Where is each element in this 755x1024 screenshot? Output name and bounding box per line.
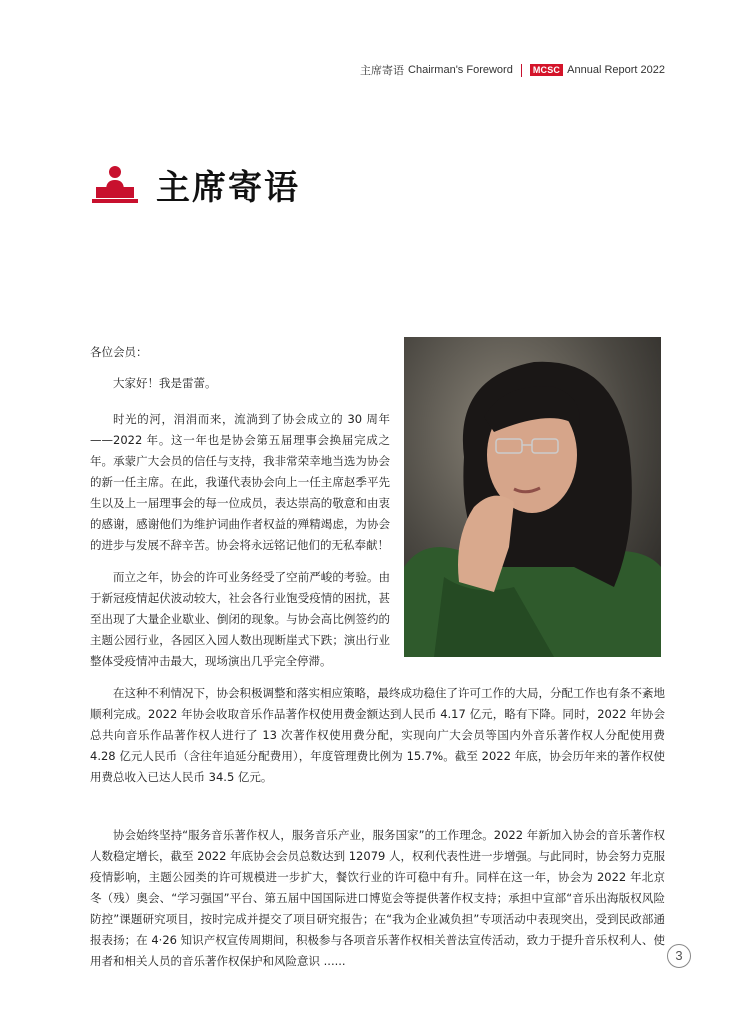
mcsc-logo: MCSC xyxy=(530,64,563,76)
header-report-label: Annual Report 2022 xyxy=(567,64,665,76)
body-paragraph: 协会始终坚持“服务音乐著作权人，服务音乐产业，服务国家”的工作理念。2022 年新加入协会的音乐著作权人数稳定增长，截至 2022 年底协会会员总数达到 12079 人，权利代表性进一步增强。与此同时，协会努力克服疫情影响，主题公园类的许可规模进一步扩大，餐饮行业的许可稳中有升。同样在这一年，协会为 2022 年北京冬（残）奥会、“学习强国”平台、第五届中国国际进口博览会等提供著作权支持；承担中宣部“音乐出海版权风险防控”课题研究项目，按时完成并提交了项目研究报告；在“我为企业减负担”专项活动中表现突出，受到民政部通报表扬；在 4·26 知识产权宣传周期间，积极参与各项音乐著作权相关普法宣传活动，致力于提升音乐权利人、使用者和相关人员的音乐著作权保护和风险意识 ...... xyxy=(90,828,665,968)
body-paragraph: 时光的河，涓涓而来，流淌到了协会成立的 30 周年——2022 年。这一年也是协会第五届理事会换届完成之年。承蒙广大会员的信任与支持，我非常荣幸地当选为协会的新一任主席。在此，我谨代表协会向上一任主席赵季平先生以及上一届理事会的每一位成员，表达崇高的敬意和由衷的感谢，感谢他们为维护词曲作者权益的殚精竭虑，为协会的进步与发展不辞辛苦。协会将永远铭记他们的无私奉献！ xyxy=(90,412,390,552)
header-english-title: Chairman's Foreword xyxy=(408,64,513,76)
page-title: 主席寄语 xyxy=(156,168,300,208)
chairman-podium-icon xyxy=(90,165,140,205)
chairman-portrait xyxy=(404,337,661,657)
body-paragraph: 在这种不利情况下，协会积极调整和落实相应策略，最终成功稳住了许可工作的大局，分配工作也有条不紊地顺利完成。2022 年协会收取音乐作品著作权使用费金额达到人民币 4.17 亿元，略有下降。同时，2022 年协会总共向音乐作品著作权人进行了 13 次著作权使用费分配，实现向广大会员等国内外音乐著作权人分配使用费 4.28 亿元人民币（含往年追延分配费用），年度管理费比例为 15.7%。截至 2022 年底，协会历年来的著作权使用费总收入已达人民币 34.5 亿元。 xyxy=(90,686,665,784)
body-paragraph: 而立之年，协会的许可业务经受了空前严峻的考验。由于新冠疫情起伏波动较大，社会各行业饱受疫情的困扰，甚至出现了大量企业歇业、倒闭的现象。与协会高比例签约的主题公园行业，各园区入园人数出现断崖式下跌；演出行业整体受疫情冲击最大，现场演出几乎完全停滞。 xyxy=(90,570,390,668)
header-divider xyxy=(521,64,522,77)
header-chinese-title: 主席寄语 xyxy=(360,65,405,77)
intro-paragraph: 大家好！我是雷蕾。 xyxy=(113,376,217,390)
greeting: 各位会员： xyxy=(90,345,148,359)
page-number: 3 xyxy=(667,944,691,968)
title-row xyxy=(90,160,300,209)
running-header xyxy=(360,62,665,78)
